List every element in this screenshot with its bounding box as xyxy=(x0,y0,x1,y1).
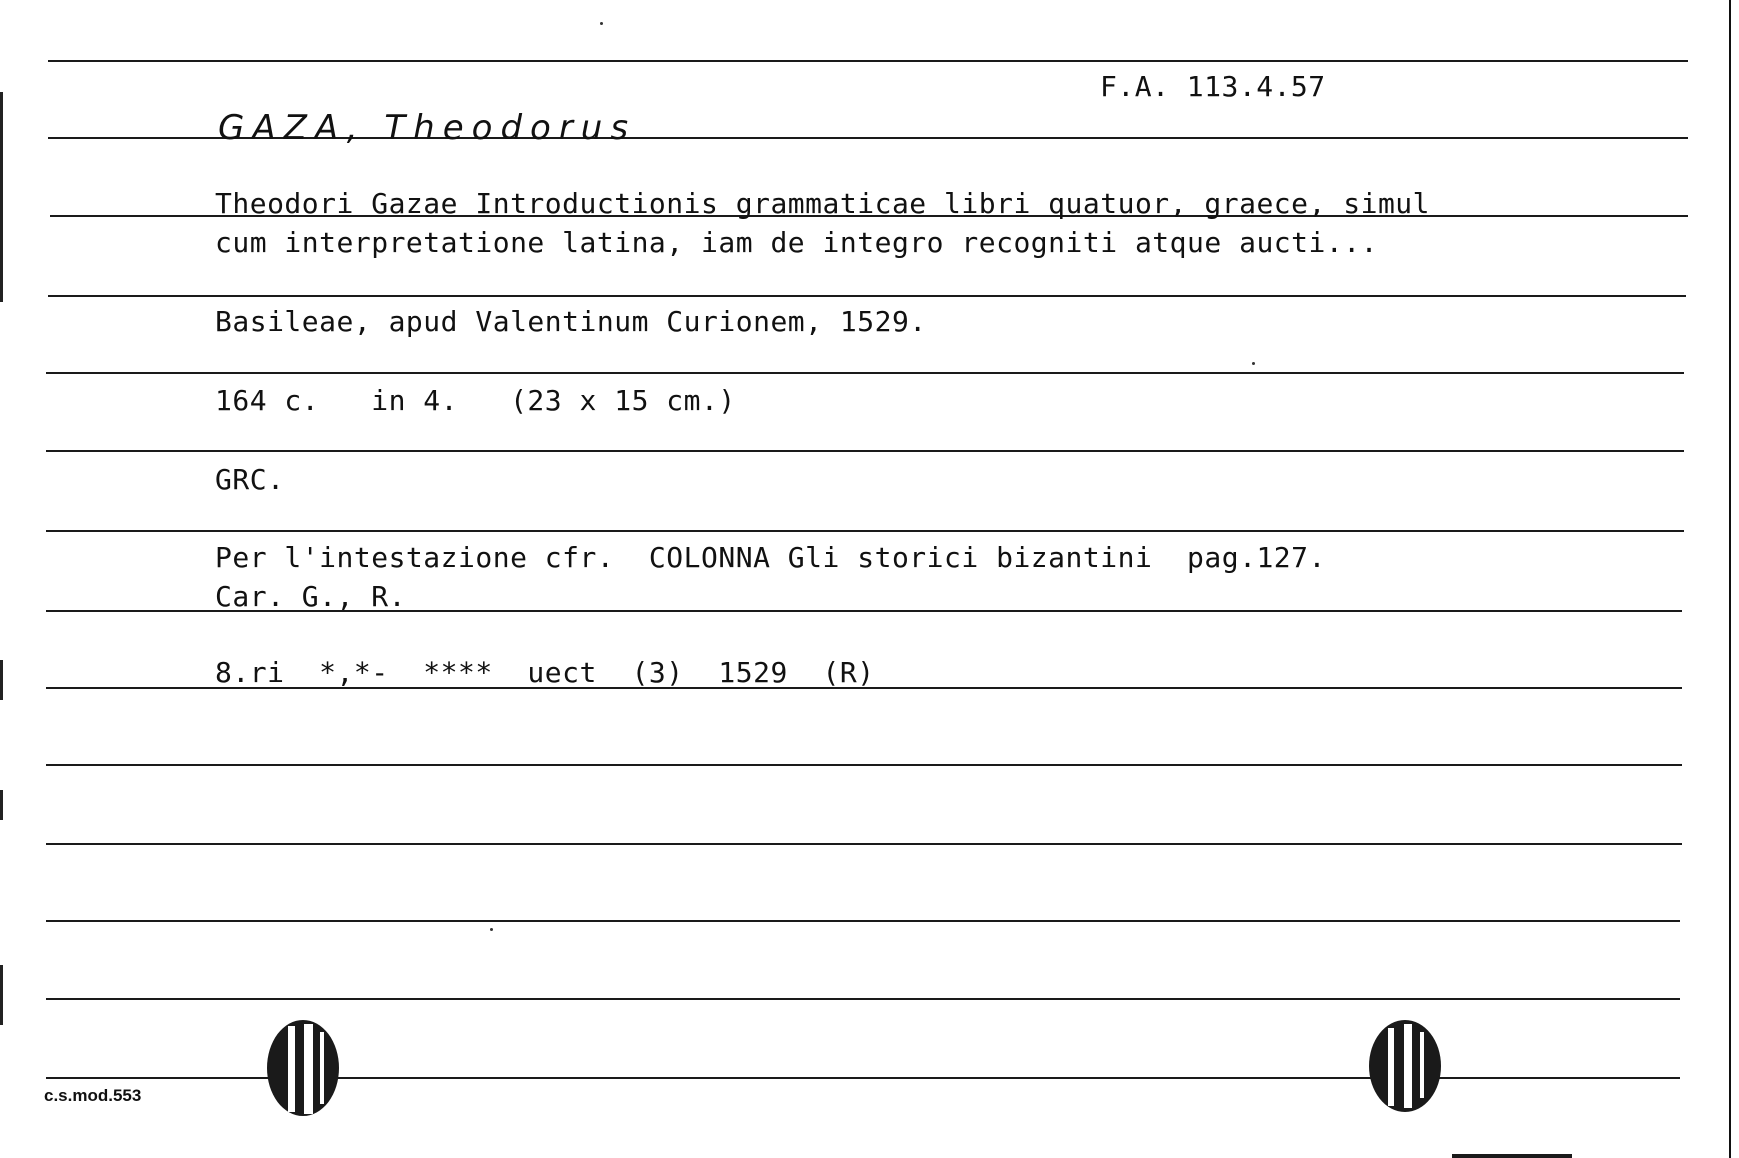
ruled-line xyxy=(46,372,1684,374)
scan-mark xyxy=(0,790,3,820)
note-line-2: Car. G., R. xyxy=(215,580,406,613)
form-number: c.s.mod.553 xyxy=(44,1086,142,1105)
collation: 164 c. in 4. (23 x 15 cm.) xyxy=(215,384,736,417)
language: GRC. xyxy=(215,463,285,496)
ruled-line xyxy=(46,843,1682,845)
card-edge xyxy=(1729,0,1739,1158)
author-heading: GAZA, Theodorus xyxy=(218,108,637,148)
ruled-line xyxy=(46,450,1684,452)
punch-hole-right xyxy=(1360,1012,1450,1124)
scan-mark xyxy=(0,965,3,1025)
code-line: 8.ri *,*- **** uect (3) 1529 (R) xyxy=(215,656,875,689)
speck xyxy=(600,22,603,25)
imprint: Basileae, apud Valentinum Curionem, 1529. xyxy=(215,305,927,338)
scan-mark xyxy=(0,92,3,302)
ruled-line xyxy=(46,998,1680,1000)
note-line-1: Per l'intestazione cfr. COLONNA Gli storici bizantini pag.127. xyxy=(215,541,1326,574)
title-line-2: cum interpretatione latina, iam de integro recogniti atque aucti... xyxy=(215,226,1378,259)
speck xyxy=(490,928,493,931)
punch-hole-left xyxy=(258,1012,348,1124)
ruled-line xyxy=(46,920,1680,922)
ruled-line xyxy=(46,530,1684,532)
speck xyxy=(1252,362,1255,365)
ruled-line xyxy=(46,764,1682,766)
title-line-1: Theodori Gazae Introductionis grammaticae libri quatuor, graece, simul xyxy=(215,187,1431,220)
bottom-mark xyxy=(1452,1154,1572,1158)
shelfmark: F.A. 113.4.57 xyxy=(1100,70,1326,103)
ruled-line xyxy=(48,295,1686,297)
ruled-line xyxy=(48,60,1688,62)
scan-mark xyxy=(0,660,3,700)
